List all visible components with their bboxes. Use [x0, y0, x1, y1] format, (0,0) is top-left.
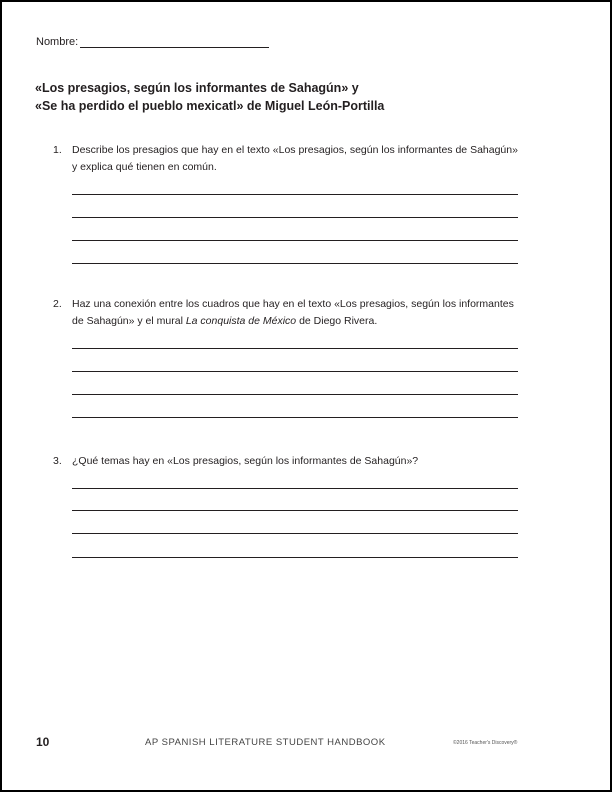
- question-text: Describe los presagios que hay en el texto «Los presagios, según los informantes de Sahagún» y explica qué tienen en común.: [72, 144, 518, 173]
- mural-title: La conquista de México: [185, 315, 297, 327]
- question-number: 2.: [53, 298, 62, 310]
- answer-line[interactable]: [72, 371, 518, 372]
- page-number: 10: [36, 735, 50, 749]
- answer-line[interactable]: [72, 217, 518, 218]
- question-text-part: Haz una conexión entre los cuadros que hay en el texto «Los presagios, según los informantes de Sahagún» y el mural: [72, 298, 514, 327]
- answer-line[interactable]: [72, 533, 518, 534]
- answer-line[interactable]: [72, 394, 518, 395]
- answer-line[interactable]: [72, 240, 518, 241]
- answer-line[interactable]: [72, 488, 518, 489]
- answer-line[interactable]: [72, 417, 518, 418]
- question-text: ¿Qué temas hay en «Los presagios, según los informantes de Sahagún»?: [72, 455, 419, 467]
- answer-line[interactable]: [72, 194, 518, 195]
- question-number: 3.: [53, 455, 62, 467]
- answer-line[interactable]: [72, 348, 518, 349]
- question-3: [53, 453, 523, 470]
- name-label: Nombre:: [36, 36, 79, 48]
- answer-line[interactable]: [72, 557, 518, 558]
- question-text: [72, 296, 523, 330]
- title-line-1: «Los presagios, según los informantes de Sahagún» y: [35, 81, 359, 95]
- name-field-line[interactable]: [80, 47, 269, 48]
- question-2: [53, 296, 523, 330]
- title-line-2: «Se ha perdido el pueblo mexicatl» de Miguel León-Portilla: [35, 99, 385, 113]
- book-title: AP SPANISH LITERATURE STUDENT HANDBOOK: [145, 737, 386, 748]
- copyright: ©2016 Teacher's Discovery®: [453, 740, 518, 746]
- question-text-part: de Diego Rivera.: [296, 315, 378, 327]
- worksheet-title: [35, 79, 384, 115]
- question-number: 1.: [53, 144, 62, 156]
- answer-line[interactable]: [72, 510, 518, 511]
- question-1: [53, 142, 523, 176]
- answer-line[interactable]: [72, 263, 518, 264]
